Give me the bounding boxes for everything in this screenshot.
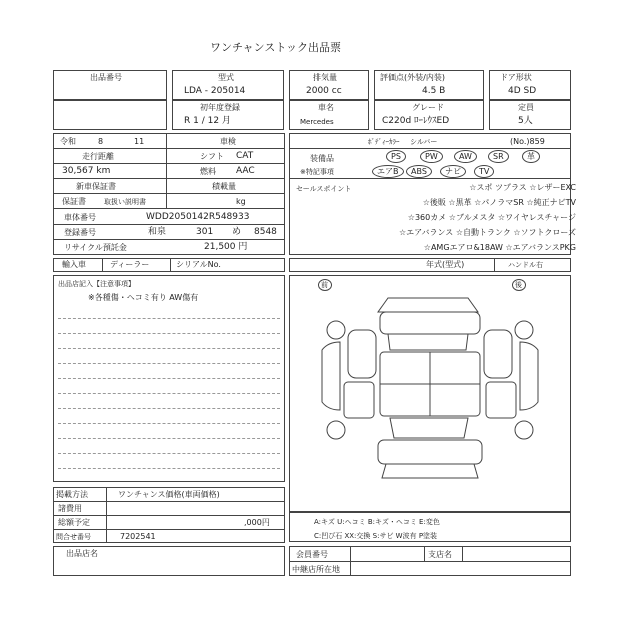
- equipment-extra-label: ※特記事項: [300, 168, 334, 176]
- notes-title: 出品店記入【注意事項】: [58, 280, 135, 288]
- legend-line-1: A:キズ U:ヘコミ B:キズ・ヘコミ E:変色: [314, 518, 440, 526]
- notes-line: ※各種傷・ヘコミ有り AW傷有: [88, 293, 199, 302]
- rear-mark: 後: [515, 281, 522, 289]
- import-row: [53, 258, 285, 272]
- plate-kana: め: [232, 227, 242, 237]
- price-method-label: 掲載方法: [56, 490, 88, 499]
- plate-label: 登録番号: [64, 228, 96, 237]
- load-label: 積載量: [212, 182, 236, 191]
- rating-value: 4.5 B: [422, 86, 446, 96]
- notes-line: [58, 423, 280, 424]
- manual-value: 取扱い説明書: [104, 198, 146, 206]
- shift-label: シフト: [200, 152, 224, 161]
- selling-point: ☆AMGエアロ&18AW ☆エアバランスPKG: [423, 243, 576, 252]
- year-type-label: 年式(型式): [426, 260, 465, 269]
- inspection-month: 8: [98, 137, 104, 146]
- rating-label: 評価点(外装/内装): [380, 73, 445, 82]
- first-reg-value: R 1 / 12 月: [184, 116, 231, 126]
- member-label: 会員番号: [296, 550, 328, 559]
- inspection-label: 車検: [220, 137, 236, 146]
- import-value: ディーラー: [110, 260, 150, 269]
- vin-label: 車体番号: [64, 213, 96, 222]
- equipment-item: AW: [454, 150, 477, 163]
- capacity-value: 5人: [518, 116, 533, 126]
- selling-points-label: セールスポイント: [296, 185, 352, 193]
- equipment-item: エアB: [372, 165, 404, 178]
- import-label: 輸入車: [62, 260, 86, 269]
- equipment-item: ナビ: [440, 165, 466, 178]
- notes-line: [58, 363, 280, 364]
- selling-point: ☆エアバランス ☆自動トランク ☆ソフトクローズ: [399, 228, 576, 237]
- contact-value: 7202541: [120, 532, 156, 541]
- equipment-item: ABS: [406, 165, 432, 178]
- lot-cell-lower: [53, 100, 167, 130]
- notes-line: [58, 438, 280, 439]
- equipment-item: 革: [522, 150, 540, 163]
- total-label: 総額予定: [58, 518, 90, 527]
- model-label: 型式: [218, 73, 234, 82]
- car-diagram: [318, 290, 542, 486]
- chassis-color-label: ﾎﾞﾃﾞｨｰｶﾗｰ: [368, 138, 400, 146]
- contact-label: 問合せ番号: [56, 533, 91, 541]
- mileage-value: 30,567 km: [62, 166, 111, 176]
- inspection-era: 令和: [60, 137, 76, 146]
- color-no: (No.)859: [510, 137, 545, 146]
- middle-shop-label: 中継店所在地: [292, 565, 340, 574]
- notes-line: [58, 318, 280, 319]
- displacement-label: 排気量: [313, 73, 337, 82]
- legend-box: [289, 512, 571, 542]
- first-reg-label: 初年度登録: [200, 103, 240, 112]
- notes-line: [58, 393, 280, 394]
- grade-label: グレード: [412, 103, 444, 112]
- doors-value: 4D SD: [508, 86, 537, 96]
- total-unit: ,000円: [244, 518, 270, 527]
- warranty-label: 新車保証書: [76, 182, 116, 191]
- serial-label: シリアルNo.: [176, 260, 221, 269]
- price-method-value: ワンチャンス価格(車両価格): [118, 490, 220, 499]
- shift-value: CAT: [236, 151, 254, 161]
- fuel-value: AAC: [236, 166, 255, 176]
- notes-line: [58, 408, 280, 409]
- inspection-day: 11: [134, 137, 145, 146]
- lot-label: 出品番号: [90, 73, 122, 82]
- shop-label: 出品店名: [66, 549, 98, 558]
- page-title: ワンチャンストック出品票: [210, 41, 342, 54]
- equipment-item: TV: [474, 165, 494, 178]
- selling-point: ☆スポ ツプラス ☆レザーEXC: [469, 183, 576, 192]
- displacement-value: 2000 cc: [306, 86, 342, 96]
- equipment-item: SR: [488, 150, 509, 163]
- car-name-label: 車名: [318, 103, 334, 112]
- plate-class: 301: [196, 227, 214, 237]
- selling-point: ☆後販 ☆黒革 ☆パノラマSR ☆純正ナビTV: [422, 198, 576, 207]
- notes-line: [58, 468, 280, 469]
- notes-line: [58, 378, 280, 379]
- recycle-value: 21,500 円: [204, 242, 248, 252]
- grade-value: C220d ﾛｰﾚｳｽED: [382, 116, 450, 126]
- doors-label: ドア形状: [500, 73, 532, 82]
- equipment-label: 装備品: [310, 154, 334, 163]
- handle-label: ハンドル右: [508, 261, 543, 269]
- other-cost-label: 諸費用: [58, 504, 82, 513]
- notes-line: [58, 453, 280, 454]
- vin-value: WDD2050142R548933: [146, 212, 250, 222]
- plate-area: 和泉: [148, 227, 167, 237]
- notes-line: [58, 348, 280, 349]
- mileage-label: 走行距離: [82, 152, 114, 161]
- front-mark: 前: [321, 281, 328, 289]
- selling-point: ☆360カメ ☆ブルメスタ ☆ワイヤレスチャージ: [407, 213, 576, 222]
- car-name-value: Mercedes: [300, 118, 334, 126]
- branch-label: 支店名: [428, 550, 452, 559]
- capacity-label: 定員: [518, 103, 534, 112]
- fuel-label: 燃料: [200, 167, 216, 176]
- color-name: シルバー: [410, 138, 438, 146]
- equipment-item: PS: [386, 150, 406, 163]
- plate-num: 8548: [254, 227, 277, 237]
- model-value: LDA - 205014: [184, 86, 246, 96]
- recycle-label: リサイクル預託金: [64, 243, 127, 252]
- legend-line-2: C:凹び石 XX:交換 S:サビ W波有 P塗装: [314, 532, 438, 540]
- load-unit: kg: [236, 197, 246, 206]
- manual-label: 保証書: [62, 197, 86, 206]
- equipment-item: PW: [420, 150, 443, 163]
- notes-line: [58, 333, 280, 334]
